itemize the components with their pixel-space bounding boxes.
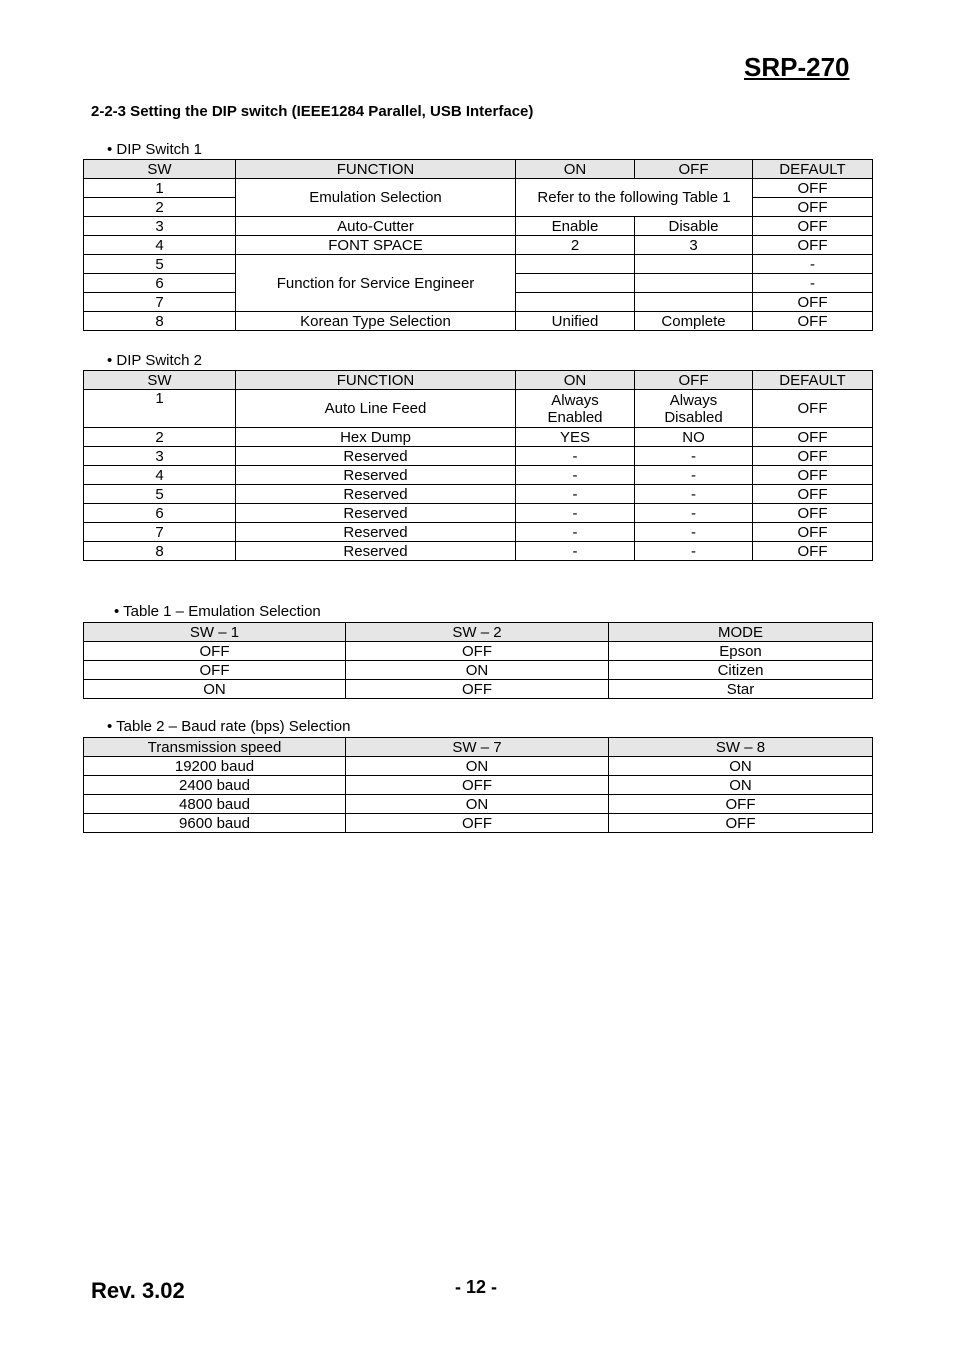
default-cell: OFF [753, 504, 873, 523]
section-title: 2-2-3 Setting the DIP switch (IEEE1284 Parallel, USB Interface) [91, 103, 534, 120]
sw7-cell: OFF [346, 776, 609, 795]
header-cell: OFF [635, 160, 753, 179]
table-row [84, 661, 873, 680]
page-number: - 12 - [455, 1277, 498, 1297]
function-cell: Reserved [236, 523, 516, 542]
revision-label: Rev. 3.02 [91, 1278, 185, 1303]
default-cell: OFF [753, 428, 873, 447]
table1-caption: • Table 1 – Emulation Selection [114, 603, 321, 620]
sw1-cell: ON [84, 680, 346, 699]
off-cell [635, 274, 753, 293]
on-cell: YES [516, 428, 635, 447]
default-cell: OFF [753, 390, 873, 428]
on-cell [516, 293, 635, 312]
sw-cell: 7 [84, 523, 236, 542]
dip1-header-row [84, 160, 873, 179]
sw2-cell: OFF [346, 642, 609, 661]
header-cell: ON [516, 160, 635, 179]
table-row [84, 485, 873, 504]
header-cell: SW – 2 [346, 623, 609, 642]
on-cell: - [516, 466, 635, 485]
on-cell [516, 274, 635, 293]
dip2-header-row [84, 371, 873, 390]
table-row [84, 255, 873, 274]
on-cell: Enable [516, 217, 635, 236]
off-cell: - [635, 466, 753, 485]
table2-header-row [84, 738, 873, 757]
function-cell: Reserved [236, 447, 516, 466]
function-cell: Reserved [236, 466, 516, 485]
sw-cell: 5 [84, 485, 236, 504]
sw-cell: 1 [84, 390, 236, 428]
on-cell: - [516, 447, 635, 466]
header-cell: OFF [635, 371, 753, 390]
off-cell: NO [635, 428, 753, 447]
dip1-caption: • DIP Switch 1 [107, 141, 203, 158]
function-cell: Function for Service Engineer [236, 255, 516, 312]
default-cell: - [753, 255, 873, 274]
mode-cell: Star [609, 680, 873, 699]
mode-cell: Citizen [609, 661, 873, 680]
default-cell: OFF [753, 312, 873, 331]
header-cell: FUNCTION [236, 160, 516, 179]
function-cell: Emulation Selection [236, 179, 516, 217]
reference-cell: Refer to the following Table 1 [516, 179, 753, 217]
off-cell: - [635, 523, 753, 542]
off-line: Always [669, 391, 718, 409]
sw-cell: 8 [84, 312, 236, 331]
off-line: Disabled [664, 408, 723, 426]
speed-cell: 19200 baud [84, 757, 346, 776]
speed-cell: 2400 baud [84, 776, 346, 795]
sw-cell: 6 [84, 274, 236, 293]
on-cell: - [516, 523, 635, 542]
default-cell: OFF [753, 485, 873, 504]
sw-cell: 7 [84, 293, 236, 312]
function-cell: Reserved [236, 485, 516, 504]
header-cell: MODE [609, 623, 873, 642]
speed-cell: 9600 baud [84, 814, 346, 833]
header-cell: DEFAULT [753, 160, 873, 179]
sw8-cell: OFF [609, 795, 873, 814]
off-cell [635, 390, 753, 428]
default-cell: OFF [753, 447, 873, 466]
table-row [84, 390, 873, 428]
off-cell: - [635, 542, 753, 561]
function-cell: Auto Line Feed [236, 390, 516, 428]
table-row [84, 236, 873, 255]
on-cell: 2 [516, 236, 635, 255]
table-row [84, 447, 873, 466]
sw1-cell: OFF [84, 642, 346, 661]
table-row [84, 312, 873, 331]
default-cell: OFF [753, 523, 873, 542]
table-row [84, 757, 873, 776]
header-cell: SW [84, 371, 236, 390]
sw-cell: 3 [84, 217, 236, 236]
off-cell: Disable [635, 217, 753, 236]
sw-cell: 8 [84, 542, 236, 561]
header-cell: FUNCTION [236, 371, 516, 390]
off-cell: - [635, 504, 753, 523]
table-row [84, 776, 873, 795]
sw-cell: 2 [84, 198, 236, 217]
baud-rate-table [83, 737, 873, 833]
off-cell: - [635, 485, 753, 504]
dip2-table [83, 370, 873, 561]
table2-caption: • Table 2 – Baud rate (bps) Selection [107, 718, 351, 735]
sw2-cell: ON [346, 661, 609, 680]
header-cell: ON [516, 371, 635, 390]
default-cell: OFF [753, 198, 873, 217]
sw-cell: 3 [84, 447, 236, 466]
default-cell: OFF [753, 542, 873, 561]
sw7-cell: ON [346, 795, 609, 814]
default-cell: OFF [753, 466, 873, 485]
on-cell: - [516, 542, 635, 561]
table-row [84, 680, 873, 699]
sw-cell: 4 [84, 466, 236, 485]
table-row [84, 795, 873, 814]
table-row [84, 179, 873, 198]
on-cell [516, 390, 635, 428]
default-cell: OFF [753, 179, 873, 198]
off-cell [635, 293, 753, 312]
function-cell: Auto-Cutter [236, 217, 516, 236]
table-row [84, 466, 873, 485]
on-line: Always [551, 391, 599, 409]
function-cell: Hex Dump [236, 428, 516, 447]
off-cell: - [635, 447, 753, 466]
sw7-cell: OFF [346, 814, 609, 833]
on-cell: - [516, 504, 635, 523]
on-cell [516, 255, 635, 274]
on-cell: - [516, 485, 635, 504]
speed-cell: 4800 baud [84, 795, 346, 814]
off-cell: Complete [635, 312, 753, 331]
on-line: Enabled [547, 408, 603, 426]
header-cell: DEFAULT [753, 371, 873, 390]
dip2-caption: • DIP Switch 2 [107, 352, 203, 369]
dip1-table [83, 159, 873, 331]
header-cell: SW [84, 160, 236, 179]
emulation-table [83, 622, 873, 699]
table-row [84, 504, 873, 523]
default-cell: - [753, 274, 873, 293]
function-cell: FONT SPACE [236, 236, 516, 255]
model-title: SRP-270 [744, 52, 850, 82]
sw-cell: 5 [84, 255, 236, 274]
header-cell: SW – 8 [609, 738, 873, 757]
sw8-cell: ON [609, 776, 873, 795]
table-row [84, 542, 873, 561]
default-cell: OFF [753, 293, 873, 312]
sw-cell: 4 [84, 236, 236, 255]
sw8-cell: ON [609, 757, 873, 776]
sw8-cell: OFF [609, 814, 873, 833]
table-row [84, 642, 873, 661]
sw-cell: 1 [84, 179, 236, 198]
on-cell: Unified [516, 312, 635, 331]
table-row [84, 523, 873, 542]
sw2-cell: OFF [346, 680, 609, 699]
off-cell: 3 [635, 236, 753, 255]
mode-cell: Epson [609, 642, 873, 661]
header-cell: SW – 1 [84, 623, 346, 642]
header-cell: Transmission speed [84, 738, 346, 757]
function-cell: Korean Type Selection [236, 312, 516, 331]
table1-header-row [84, 623, 873, 642]
sw-cell: 6 [84, 504, 236, 523]
default-cell: OFF [753, 217, 873, 236]
function-cell: Reserved [236, 504, 516, 523]
function-cell: Reserved [236, 542, 516, 561]
table-row [84, 217, 873, 236]
sw1-cell: OFF [84, 661, 346, 680]
table-row [84, 428, 873, 447]
sw7-cell: ON [346, 757, 609, 776]
table-row [84, 814, 873, 833]
sw-cell: 2 [84, 428, 236, 447]
off-cell [635, 255, 753, 274]
header-cell: SW – 7 [346, 738, 609, 757]
default-cell: OFF [753, 236, 873, 255]
